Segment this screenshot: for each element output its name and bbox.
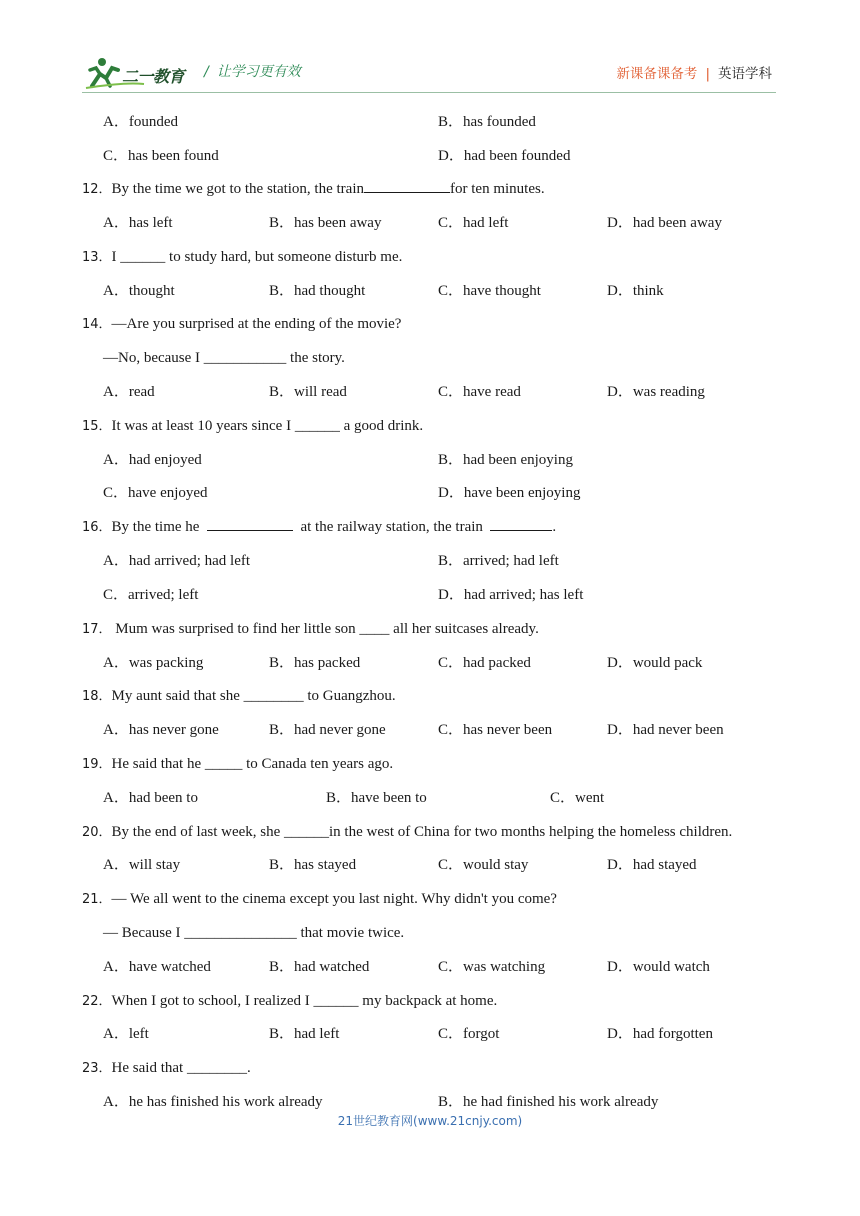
option-c: C．was watching — [438, 959, 546, 975]
question-number: 23． — [82, 1061, 112, 1076]
question-text: By the time we got to the station, the train — [111, 181, 364, 197]
question-19 — [82, 752, 393, 776]
option-c: C．has been found — [103, 148, 219, 164]
option-a: A．had enjoyed — [103, 452, 202, 468]
option-c: C．arrived; left — [103, 587, 199, 603]
option-a: A．have watched — [103, 959, 211, 975]
option-c: C．have thought — [438, 283, 541, 299]
question-text: When I got to school, I realized I ______ my backpack at home. — [111, 993, 498, 1009]
option-c: C．had packed — [438, 655, 531, 671]
option-c: C．forgot — [438, 1026, 500, 1042]
slogan-text: 让学习更有效 — [216, 64, 301, 80]
option-d: D．had forgotten — [607, 1026, 713, 1042]
question-16 — [82, 515, 556, 539]
question-13 — [82, 245, 402, 269]
option-a: A．will stay — [103, 857, 181, 873]
answer-blank — [207, 516, 293, 531]
question-text-tail: . — [552, 519, 557, 535]
question-number: 14． — [82, 317, 112, 332]
question-17 — [82, 617, 539, 641]
question-12 — [82, 177, 545, 201]
option-a: A．was packing — [103, 655, 204, 671]
header-rule — [82, 92, 776, 93]
question-number: 15． — [82, 419, 112, 434]
option-a: A．had been to — [103, 790, 198, 806]
option-b: B．had been enjoying — [438, 452, 573, 468]
question-text-tail: for ten minutes. — [450, 181, 545, 197]
option-a: A．has never gone — [103, 722, 219, 738]
option-c: C．went — [550, 790, 605, 806]
question-text: By the end of last week, she ______in the west of China for two months helping the homeless children. — [111, 824, 733, 840]
subject-tag: 英语学科 — [718, 66, 772, 82]
option-b: B．has founded — [438, 114, 536, 130]
option-b: B．he had finished his work already — [438, 1094, 659, 1110]
slogan — [204, 61, 301, 81]
dialogue-line: —No, because I ___________ the story. — [103, 350, 345, 366]
option-d: D．had arrived; has left — [438, 587, 584, 603]
question-23 — [82, 1056, 251, 1080]
question-22 — [82, 989, 497, 1013]
dialogue-line: — Because I _______________ that movie twice. — [103, 925, 405, 941]
slash-divider: / — [204, 64, 209, 80]
question-number: 17． — [82, 622, 112, 637]
question-text: By the time he — [111, 519, 200, 535]
footer-source[interactable]: 21世纪教育网(www.21cnjy.com) — [337, 1114, 523, 1128]
option-b: B．had thought — [269, 283, 366, 299]
option-a: A．founded — [103, 114, 178, 130]
option-d: D．had been founded — [438, 148, 571, 164]
question-number: 13． — [82, 250, 112, 265]
option-d: D．had stayed — [607, 857, 697, 873]
question-text-mid: at the railway station, the train — [300, 519, 483, 535]
option-d: D．would watch — [607, 959, 710, 975]
option-d: D．had been away — [607, 215, 722, 231]
question-20 — [82, 820, 732, 844]
question-15 — [82, 414, 423, 438]
question-text: He said that he _____ to Canada ten years ago. — [111, 756, 394, 772]
option-c: C．had left — [438, 215, 509, 231]
question-text: He said that ________. — [111, 1060, 251, 1076]
question-21 — [82, 887, 557, 911]
question-14 — [82, 312, 401, 336]
question-number: 21． — [82, 892, 112, 907]
answer-blank — [490, 516, 552, 531]
option-b: B．has been away — [269, 215, 382, 231]
question-number: 18． — [82, 689, 112, 704]
option-c: C．would stay — [438, 857, 529, 873]
question-number: 20． — [82, 825, 112, 840]
option-c: C．have read — [438, 384, 521, 400]
option-a: A．has left — [103, 215, 173, 231]
page-header — [0, 0, 860, 100]
question-18 — [82, 684, 396, 708]
course-tag: 新课备课备考 — [616, 66, 698, 82]
option-a: A．read — [103, 384, 155, 400]
question-number: 22． — [82, 994, 112, 1009]
option-b: B．had left — [269, 1026, 340, 1042]
option-b: B．have been to — [326, 790, 427, 806]
question-text: I ______ to study hard, but someone disturb me. — [111, 249, 403, 265]
tag-separator: | — [705, 66, 710, 82]
option-c: C．has never been — [438, 722, 553, 738]
option-d: D．would pack — [607, 655, 703, 671]
answer-blank — [364, 178, 450, 193]
question-text: —Are you surprised at the ending of the movie? — [111, 316, 402, 332]
option-b: B．arrived; had left — [438, 553, 559, 569]
option-a: A．left — [103, 1026, 149, 1042]
question-text: My aunt said that she ________ to Guangzhou. — [111, 688, 396, 704]
question-text: Mum was surprised to find her little son ____ all her suitcases already. — [111, 621, 539, 637]
question-text: — We all went to the cinema except you last night. Why didn't you come? — [111, 891, 557, 907]
question-number: 16． — [82, 520, 112, 535]
option-b: B．will read — [269, 384, 347, 400]
question-number: 19． — [82, 757, 112, 772]
option-a: A．had arrived; had left — [103, 553, 251, 569]
option-c: C．have enjoyed — [103, 485, 208, 501]
subject-tags — [616, 62, 772, 82]
option-a: A．thought — [103, 283, 175, 299]
option-d: D．had never been — [607, 722, 724, 738]
question-text: It was at least 10 years since I ______ a good drink. — [111, 418, 424, 434]
question-number: 12． — [82, 182, 112, 197]
option-b: B．has stayed — [269, 857, 357, 873]
option-b: B．had never gone — [269, 722, 386, 738]
option-b: B．had watched — [269, 959, 370, 975]
option-d: D．have been enjoying — [438, 485, 581, 501]
option-d: D．was reading — [607, 384, 705, 400]
option-a: A．he has finished his work already — [103, 1094, 323, 1110]
option-d: D．think — [607, 283, 664, 299]
logo-text: 二一教育 — [122, 67, 185, 86]
option-b: B．has packed — [269, 655, 361, 671]
